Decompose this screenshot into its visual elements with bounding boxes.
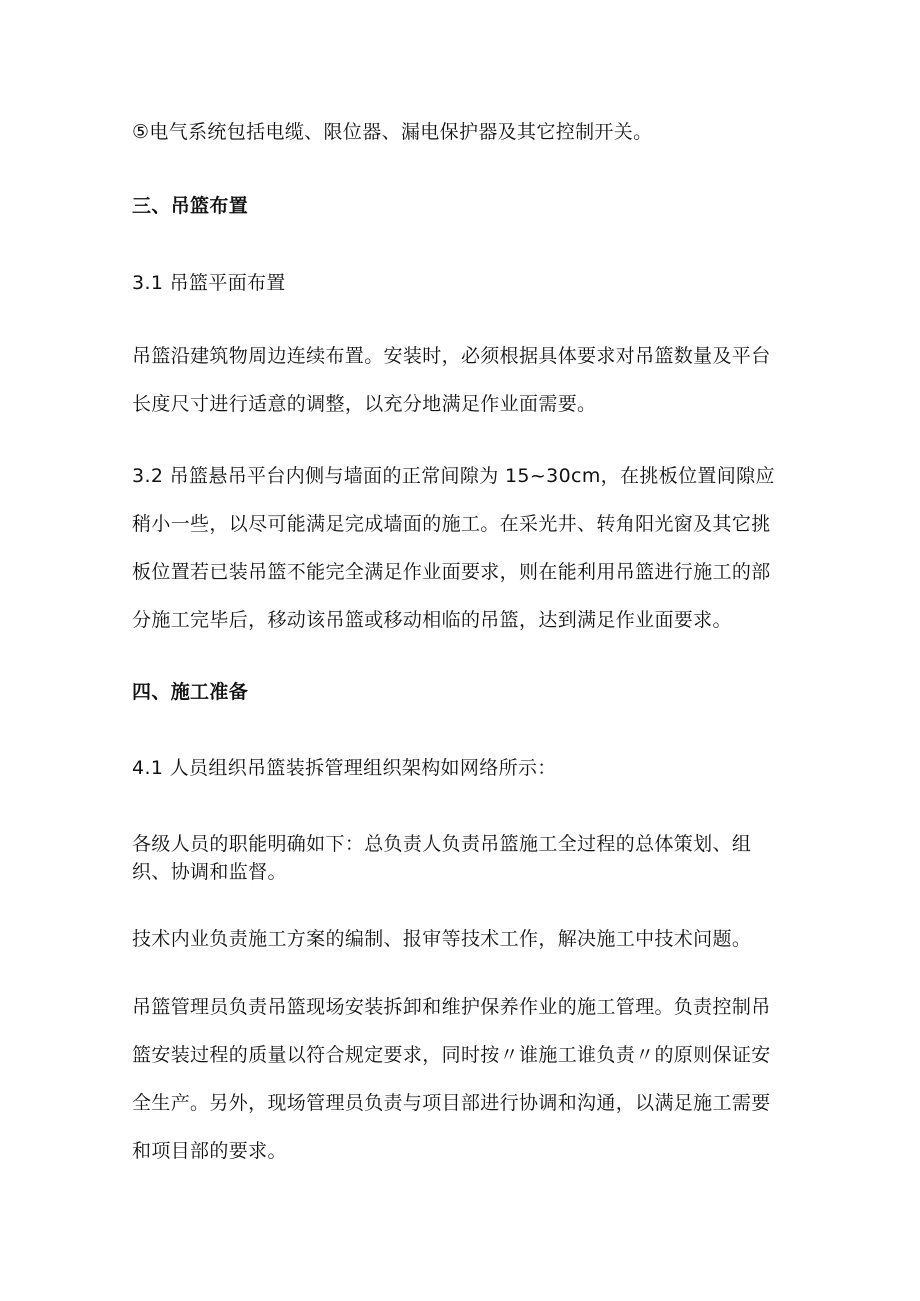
paragraph-3-1-line-2: 长度尺寸进行适意的调整，以充分地满足作业面需要。 bbox=[132, 393, 597, 415]
paragraph-3-2-line-3: 板位置若已装吊篮不能完全满足作业面要求，则在能利用吊篮进行施工的部 bbox=[132, 561, 771, 583]
duties-line-2: 织、协调和监督。 bbox=[132, 861, 287, 883]
manager-duty-line-3: 全生产。另外，现场管理员负责与项目部进行协调和沟通，以满足施工需要 bbox=[132, 1092, 771, 1114]
manager-duty-line-4: 和项目部的要求。 bbox=[132, 1140, 287, 1162]
manager-duty-line-2: 篮安装过程的质量以符合规定要求，同时按〃谁施工谁负责〃的原则保证安 bbox=[132, 1044, 771, 1066]
paragraph-3-2-line-2: 稍小一些，以尽可能满足完成墙面的施工。在采光井、转角阳光窗及其它挑 bbox=[132, 513, 771, 535]
paragraph-3-2-line-4: 分施工完毕后，移动该吊篮或移动相临的吊篮，达到满足作业面要求。 bbox=[132, 609, 732, 631]
item-5-text: ⑤电气系统包括电缆、限位器、漏电保护器及其它控制开关。 bbox=[132, 121, 653, 143]
subsection-3-1-heading: 3.1 吊篮平面布置 bbox=[132, 272, 286, 294]
paragraph-3-2-line-1: 3.2 吊篮悬吊平台内侧与墙面的正常间隙为 15~30cm，在挑板位置间隙应 bbox=[132, 465, 775, 487]
duties-line-1: 各级人员的职能明确如下：总负责人负责吊篮施工全过程的总体策划、组 bbox=[132, 833, 752, 855]
paragraph-3-1-line-1: 吊篮沿建筑物周边连续布置。安装时，必须根据具体要求对吊篮数量及平台 bbox=[132, 345, 771, 367]
section-4-heading: 四、施工准备 bbox=[132, 681, 249, 703]
subsection-4-1-text: 4.1 人员组织吊篮装拆管理组织架构如网络所示： bbox=[132, 757, 557, 779]
technical-duty-text: 技术内业负责施工方案的编制、报审等技术工作，解决施工中技术问题。 bbox=[132, 928, 752, 950]
section-3-heading: 三、吊篮布置 bbox=[132, 195, 249, 217]
manager-duty-line-1: 吊篮管理员负责吊篮现场安装拆卸和维护保养作业的施工管理。负责控制吊 bbox=[132, 996, 771, 1018]
